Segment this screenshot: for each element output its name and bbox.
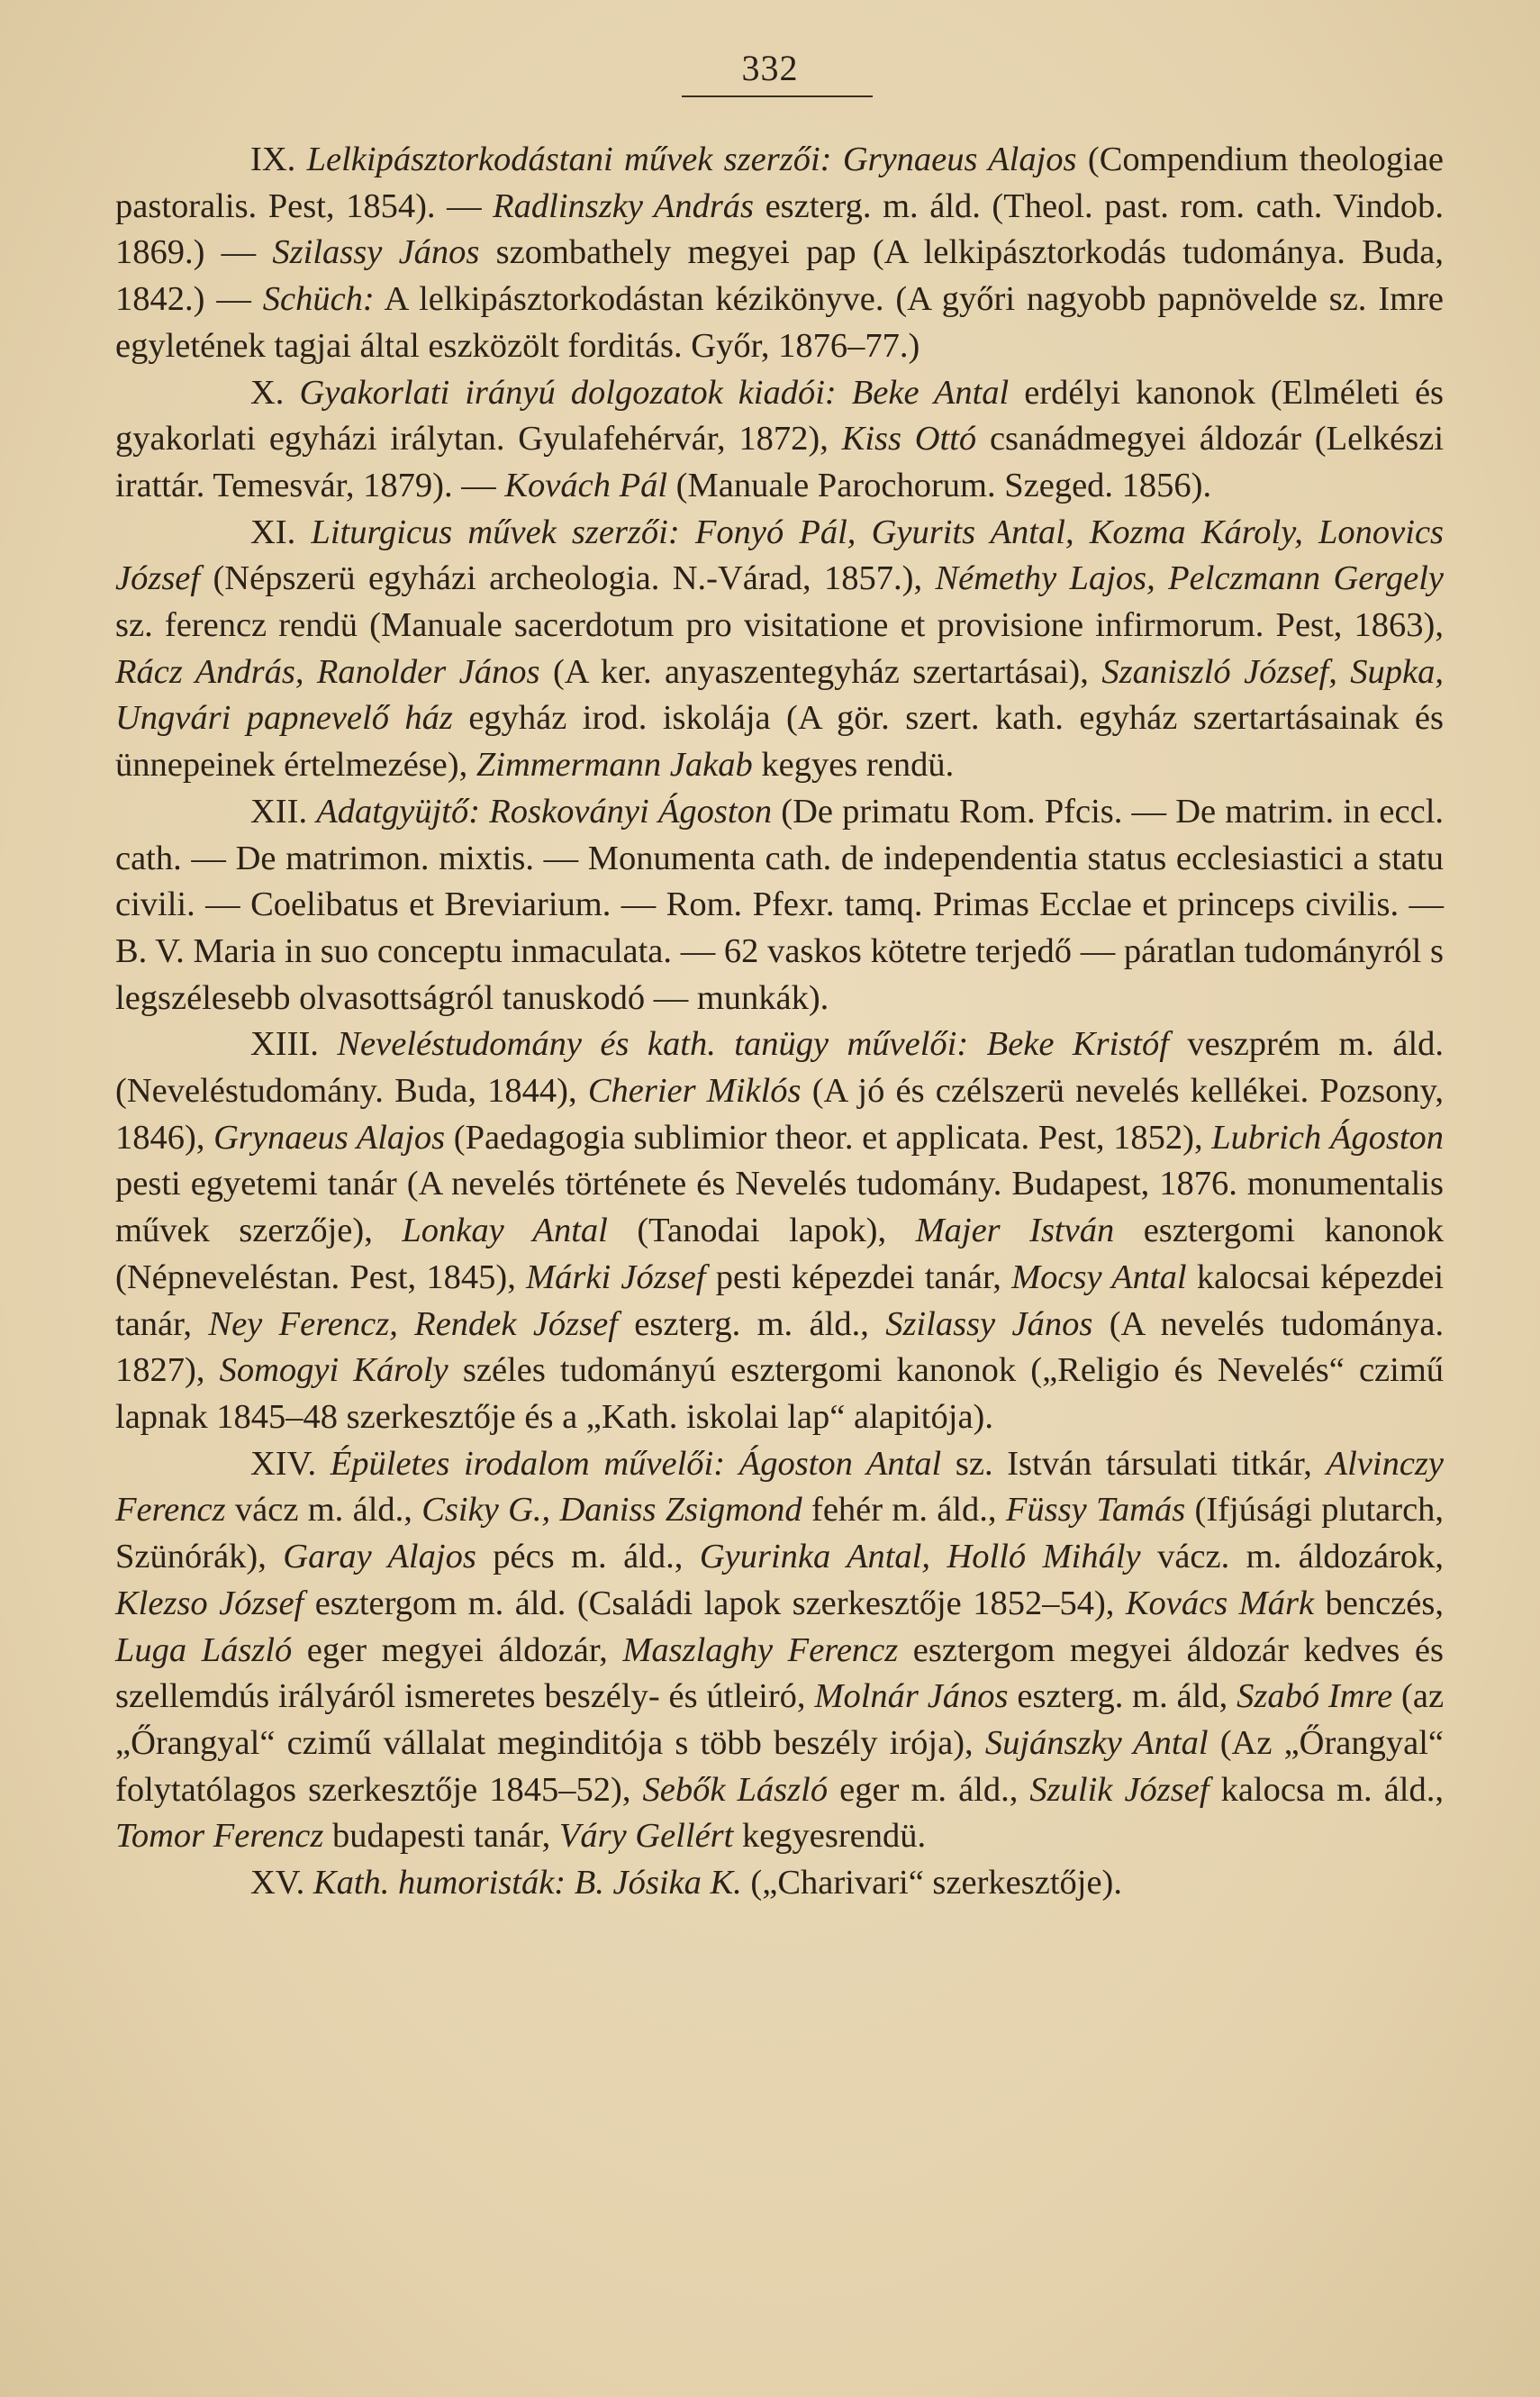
author-name: Szilassy János (885, 1304, 1093, 1343)
entry-text: eszterg. m. áld, (1017, 1677, 1228, 1716)
entry-text: egyház irod. iskolája (A gör. szert. kath. egyház szertartásainak és ünnepeinek értelmezése), (115, 699, 1445, 785)
entry-text: eszterg. m. áld., (634, 1304, 869, 1343)
author-name: Ágoston Antal (738, 1444, 942, 1483)
section-heading: Liturgicus művek szerzői: (311, 513, 680, 551)
author-name: Csiky G., (421, 1491, 551, 1530)
author-name: Roskoványi Ágoston (489, 792, 773, 831)
author-name: Fonyó Pál, Gyurits Antal, Kozma Károly, Lonovics József (115, 513, 1445, 598)
entry-text: esztergom megyei áldozár kedves és szellemdús irályáról ismeretes beszély- és útleiró, (115, 1630, 1444, 1716)
entry-text: esztergom m. áld. (Családi lapok szerkesztője 1852–54), (314, 1584, 1115, 1622)
author-name: Luga László (115, 1630, 293, 1669)
entry-text: A lelkipásztorkodástan kézikönyve. (A győri nagyobb papnövelde sz. Imre egyletének tagjai által eszközölt forditás. Győr, 1876–77.) (115, 280, 1444, 365)
entry-text: fehér m. áld., (811, 1491, 997, 1530)
author-name: Daniss Zsigmond (559, 1491, 802, 1530)
entry-text: (A nevelés tudománya. 1827), (115, 1304, 1445, 1390)
author-name: Szilassy János (272, 233, 480, 272)
entry-text: eger megyei áldozár, (306, 1630, 608, 1669)
author-name: Grynaeus Alajos (842, 141, 1077, 178)
entry-text: sz. ferencz rendü (Manuale sacerdotum pro visitatione et provisione infirmorum. Pest, 1863), (115, 606, 1444, 645)
author-name: Garay Alajos (283, 1538, 476, 1576)
section-numeral: XIV. (250, 1444, 317, 1483)
author-name: Váry Gellért (558, 1817, 734, 1856)
entry-text: esztergomi kanonok (Népneveléstan. Pest, 1845), (115, 1212, 1444, 1296)
author-name: Tomor Ferencz (115, 1817, 324, 1856)
paragraph (115, 370, 1444, 510)
entry-text: („Charivari“ szerkesztője). (750, 1864, 1122, 1902)
entry-text: vácz. m. áldozárok, (1157, 1538, 1445, 1576)
entry-text: (Az „Őrangyal“ folytatólagos szerkesztője 1845–52), (115, 1723, 1444, 1809)
author-name: Sebők László (642, 1770, 829, 1809)
entry-text: kalocsai képezdei tanár, (115, 1258, 1445, 1343)
author-name: Beke Kristóf (986, 1025, 1169, 1064)
entry-text: kalocsa m. áld., (1220, 1770, 1445, 1809)
author-name: Maszlaghy Ferencz (622, 1630, 899, 1669)
author-name: Némethy Lajos, Pelczmann Gergely (935, 559, 1445, 598)
author-name: Grynaeus Alajos (213, 1118, 446, 1157)
entry-text: (De primatu Rom. Pfcis. — De matrim. in eccl. cath. — De matrimon. mixtis. — Monumenta cath. de independentia status ecclesiastici a statu civili. — Coelibatus et Breviarium. — Rom. Pfexr. tamq. Primas Ecclae et princeps civilis. — B. V. Maria in suo conceptu inmaculata. — 62 vaskos kötetre terjedő — páratlan tudományról s legszélesebb olvasottságról tanuskodó — munkák). (115, 792, 1445, 1017)
author-name: Somogyi Károly (219, 1351, 448, 1390)
section-numeral: XI. (250, 513, 296, 551)
section-heading: Lelkipásztorkodástani művek szerzői: (306, 141, 832, 178)
page-number: 332 (741, 48, 799, 88)
section-numeral: XIII. (250, 1025, 319, 1064)
entry-text: (Tanodai lapok), (637, 1212, 887, 1250)
paragraph (115, 1021, 1444, 1440)
author-name: Molnár János (814, 1677, 1009, 1716)
entry-text: pesti képezdei tanár, (715, 1258, 1001, 1296)
entry-text: pécs m. áld., (493, 1538, 684, 1576)
author-name: Kiss Ottó (841, 420, 977, 459)
author-name: Beke Antal (851, 373, 1010, 412)
author-name: Cherier Miklós (587, 1072, 802, 1111)
entry-text: veszprém m. áld. (Neveléstudomány. Buda, 1844), (115, 1025, 1445, 1111)
entry-text: (Manuale Parochorum. Szeged. 1856). (675, 466, 1212, 504)
section-heading: Épületes irodalom művelői: (330, 1444, 726, 1483)
author-name: Kovách Pál (504, 466, 668, 504)
author-name: Rácz András, Ranolder János (115, 652, 540, 691)
paragraph (115, 510, 1444, 789)
entry-text: (Paedagogia sublimior theor. et applicata. Pest, 1852), (453, 1118, 1203, 1157)
entry-text: csanádmegyei áldozár (Lelkészi irattár. Temesvár, 1879). — (115, 420, 1445, 504)
entry-text: vácz m. áld., (234, 1491, 412, 1530)
author-name: Lonkay Antal (402, 1212, 608, 1250)
author-name: B. Jósika K. (574, 1864, 742, 1902)
entry-text: (Népszerü egyházi archeologia. N.-Várad, 1857.), (213, 559, 923, 598)
section-numeral: X. (250, 373, 285, 412)
author-name: Ney Ferencz, Rendek József (208, 1304, 618, 1343)
author-name: Klezso József (115, 1584, 304, 1622)
paragraph (115, 137, 1444, 370)
paragraph (115, 1441, 1444, 1860)
author-name: Mocsy Antal (1011, 1258, 1187, 1296)
entry-text: (A jó és czélszerü nevelés kellékei. Pozsony, 1846), (115, 1072, 1445, 1157)
entry-text: eszterg. m. áld. (Theol. past. rom. cath. Vindob. 1869.) — (115, 186, 1445, 272)
entry-text: (Ifjúsági plutarch, Szünórák), (115, 1491, 1445, 1576)
author-name: Szabó Imre (1237, 1677, 1393, 1716)
author-name: Kovács Márk (1125, 1584, 1315, 1622)
section-numeral: XII. (250, 792, 308, 831)
header-rule (682, 95, 873, 97)
author-name: Majer István (915, 1212, 1115, 1250)
entry-text: (A ker. anyaszentegyház szertartásai), (552, 652, 1089, 691)
entry-text: kegyes rendü. (761, 746, 955, 785)
author-name: Szaniszló József, Supka, Ungvári papnevelő ház (115, 652, 1445, 738)
entry-text: kegyesrendü. (741, 1817, 927, 1856)
entry-text: szombathely megyei pap (A lelkipásztorkodás tudománya. Buda, 1842.) — (115, 233, 1445, 319)
paragraph (115, 789, 1444, 1022)
section-heading: Neveléstudomány és kath. tanügy művelői: (337, 1025, 969, 1064)
section-numeral: IX. (250, 141, 296, 178)
entry-text: széles tudományú esztergomi kanonok („Religio és Nevelés“ czimű lapnak 1845–48 szerkesztője és a „Kath. iskolai lap“ alapitója). (115, 1351, 1445, 1436)
author-name: Schüch: (262, 280, 375, 319)
entry-text: budapesti tanár, (331, 1817, 551, 1856)
author-name: Gyurinka Antal, Holló Mihály (699, 1538, 1141, 1576)
entry-text: (Compendium theologiae pastoralis. Pest, 1854). — (115, 141, 1445, 225)
entry-text: pesti egyetemi tanár (A nevelés története és Nevelés tudomány. Budapest, 1876. monumentalis művek szerzője), (115, 1165, 1444, 1250)
author-name: Sujánszky Antal (984, 1723, 1209, 1762)
paragraph (115, 1860, 1444, 1907)
section-heading: Gyakorlati irányú dolgozatok kiadói: (299, 373, 837, 412)
author-name: Lubrich Ágoston (1211, 1118, 1445, 1157)
author-name: Zimmermann Jakab (476, 746, 753, 785)
author-name: Radlinszky András (493, 186, 755, 225)
author-name: Alvinczy Ferencz (115, 1444, 1444, 1530)
section-heading: Kath. humoristák: (313, 1864, 566, 1902)
entry-text: erdélyi kanonok (Elméleti és gyakorlati egyházi irálytan. Gyulafehérvár, 1872), (115, 373, 1445, 459)
entry-text: (az „Őrangyal“ czimű vállalat meginditója s több beszély irója), (115, 1677, 1445, 1762)
entry-text: sz. István társulati titkár, (955, 1444, 1312, 1483)
entry-text: benczés, (1325, 1584, 1444, 1622)
body-text (115, 137, 1444, 1907)
section-heading: Adatgyüjtő: (316, 792, 481, 831)
author-name: Szulik József (1029, 1770, 1209, 1809)
section-numeral: XV. (250, 1864, 305, 1902)
entry-text: eger m. áld., (839, 1770, 1019, 1809)
author-name: Márki József (526, 1258, 706, 1296)
author-name: Füssy Tamás (1005, 1491, 1186, 1530)
